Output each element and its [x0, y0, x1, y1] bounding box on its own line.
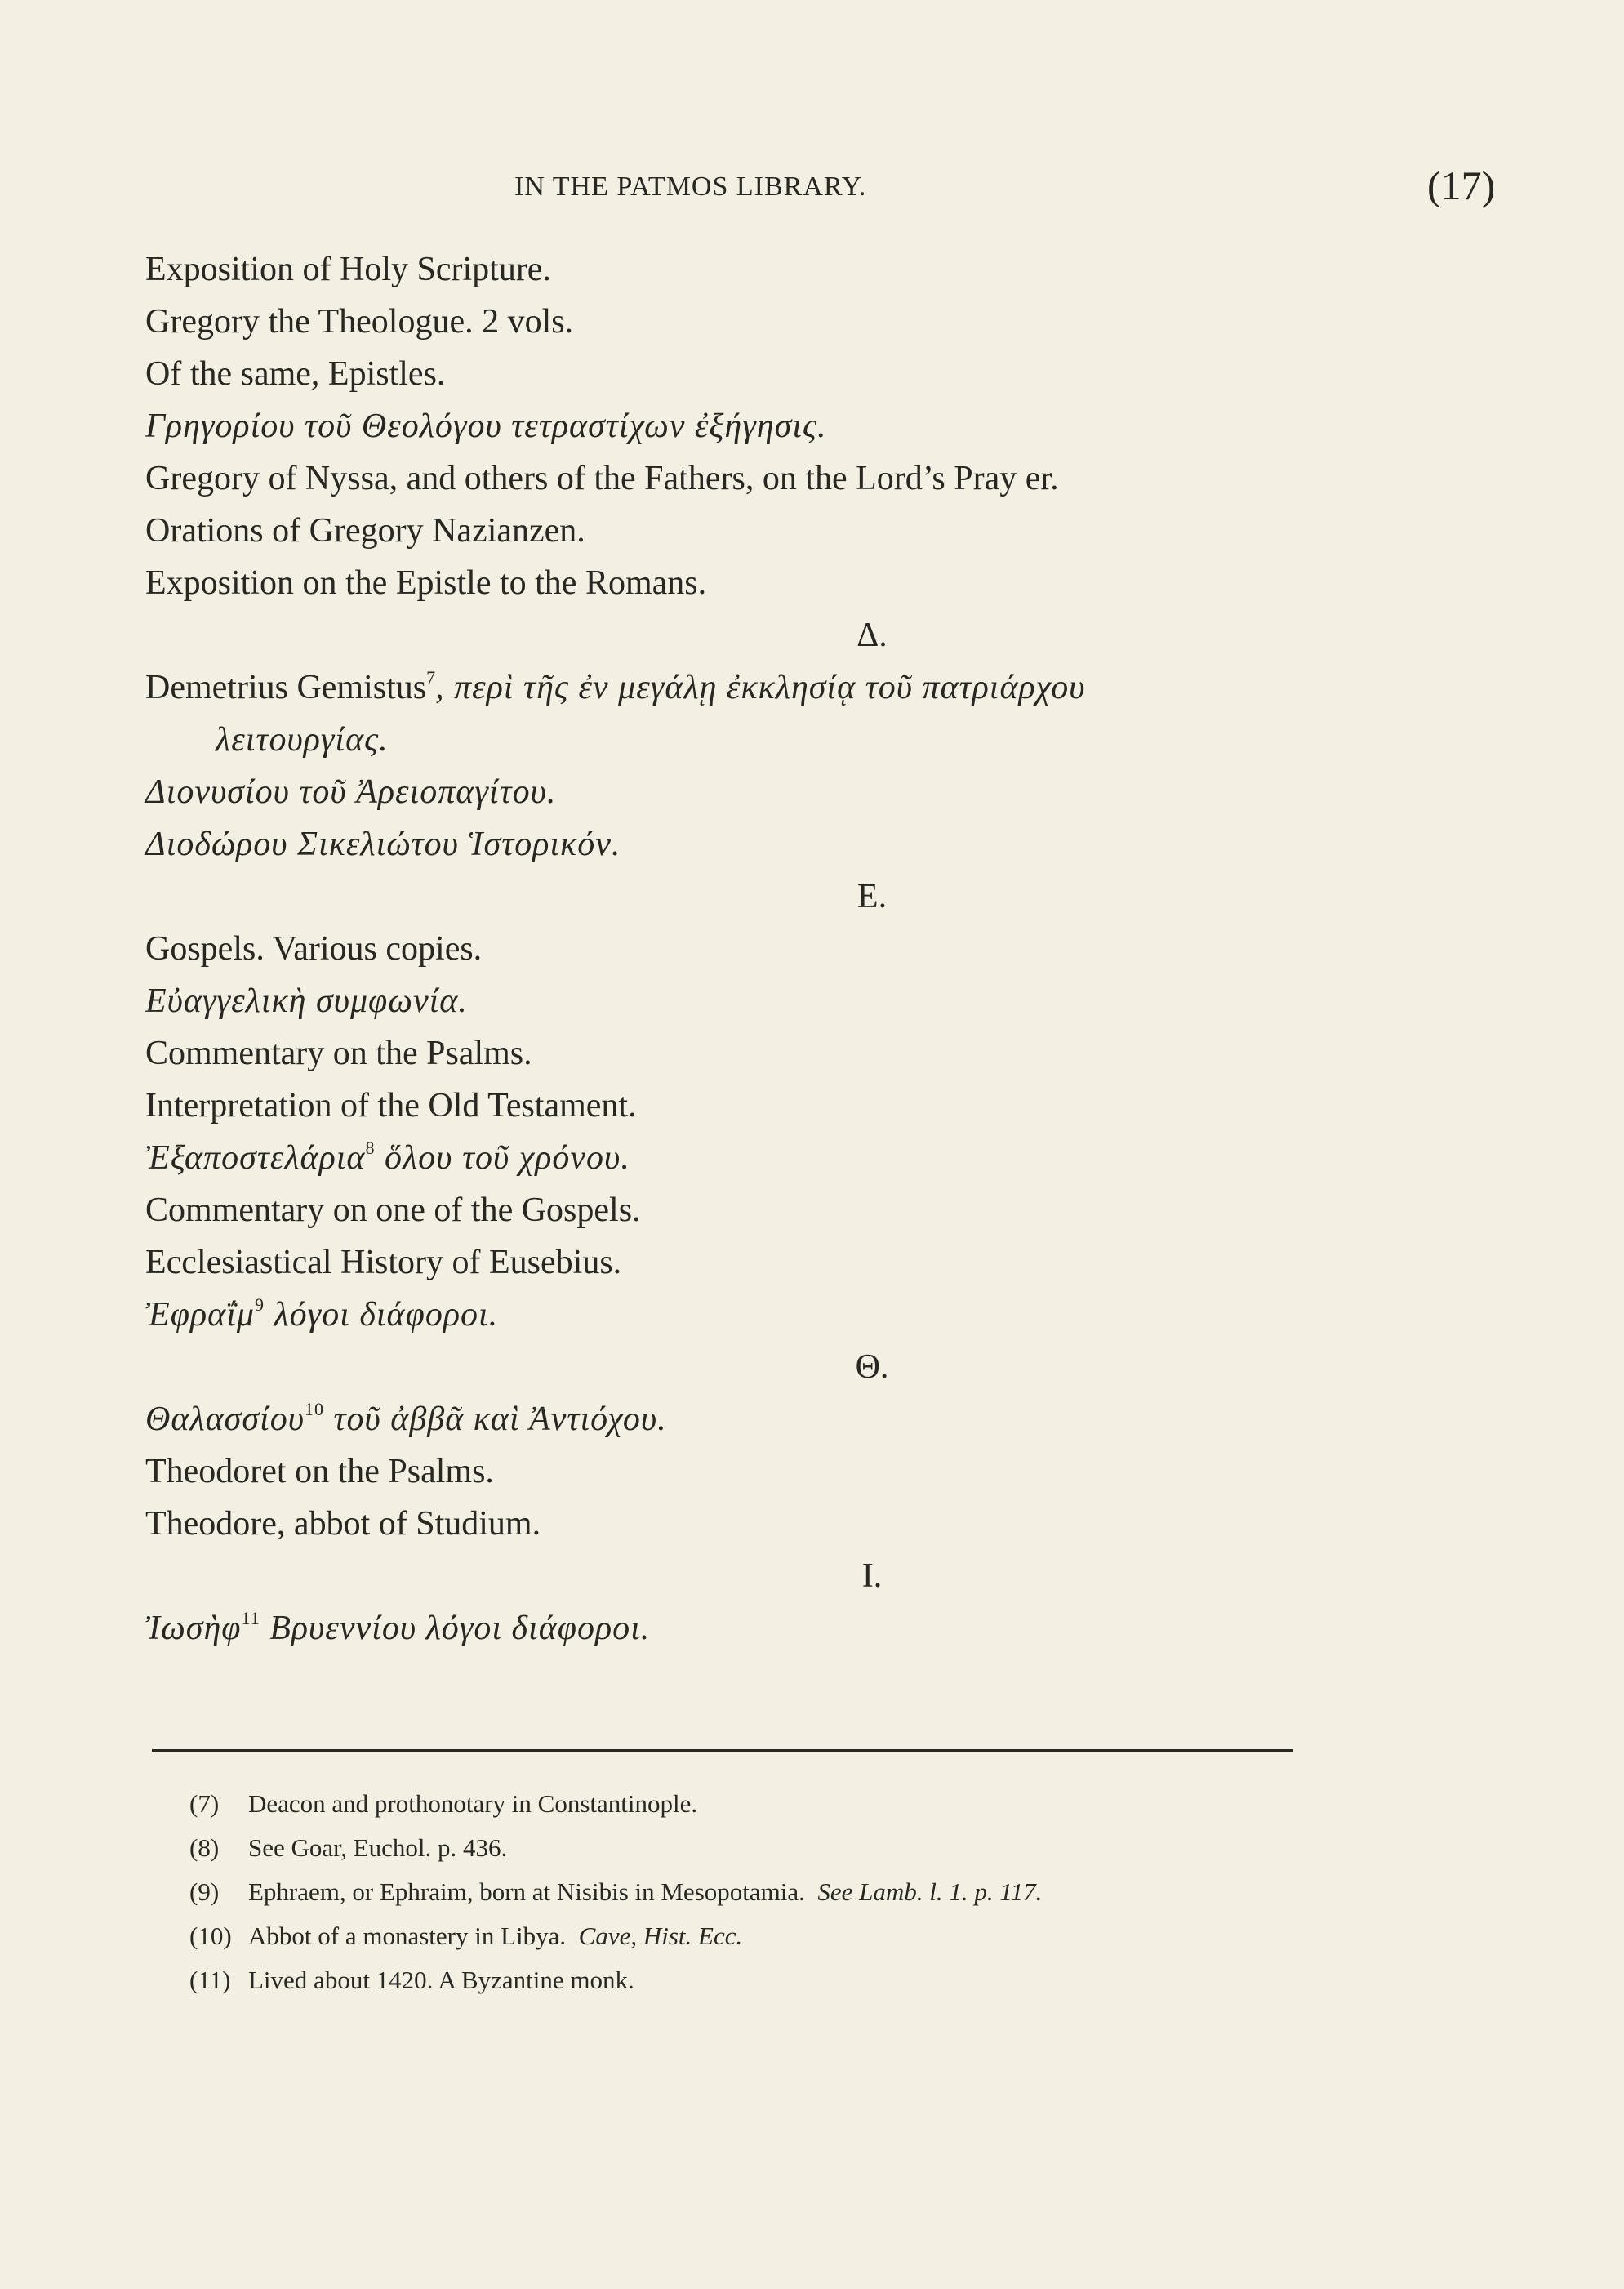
entry-greek-text: Ἰωσὴφ [145, 1610, 242, 1647]
catalogue-entry-greek: Εὐαγγελικὴ συμφωνία. [145, 982, 468, 1020]
catalogue-entry: Theodore, abbot of Studium. [145, 1505, 541, 1543]
entry-greek-text: Βρυεννίου λόγοι διάφοροι. [260, 1610, 651, 1647]
footnote-reference: See Lamb. l. 1. p. 117. [817, 1877, 1043, 1906]
catalogue-entry-greek [145, 1289, 1419, 1341]
section-letter-e: E. [856, 878, 888, 915]
catalogue-entry: Gospels. Various copies. [145, 930, 483, 968]
footnote-7 [189, 1782, 1382, 1826]
footnote-number: (11) [189, 1966, 231, 1994]
entry-text: Demetrius Gemistus [145, 669, 427, 706]
footnote-text: Ephraem, or Ephraim, born at Nisibis in Mesopotamia. [248, 1877, 805, 1906]
section-letter-delta: Δ. [856, 617, 888, 654]
catalogue-entry: Theodoret on the Psalms. [145, 1453, 494, 1490]
page-number: (17) [1427, 163, 1496, 208]
footnote-text: Deacon and prothonotary in Constantinople. [248, 1789, 698, 1818]
footnote-ref: 11 [241, 1608, 260, 1628]
catalogue-entry-greek [145, 1393, 1419, 1445]
entry-greek-text: λόγοι διάφοροι. [264, 1296, 499, 1334]
footnote-text: Abbot of a monastery in Libya. [248, 1922, 567, 1950]
footnote-ref: 7 [426, 667, 436, 688]
footnote-ref: 8 [365, 1138, 376, 1158]
catalogue-entry: Commentary on one of the Gospels. [145, 1191, 641, 1229]
catalogue-entry-greek [145, 1602, 1419, 1654]
catalogue-entries [145, 243, 1419, 1654]
footnote-reference: Cave, Hist. Ecc. [578, 1922, 743, 1950]
catalogue-entry: Interpretation of the Old Testament. [145, 1087, 637, 1124]
entry-greek-text: τοῦ ἀββᾶ καὶ Ἀντιόχου. [324, 1401, 667, 1438]
footnote-text: Lived about 1420. A Byzantine monk. [248, 1966, 634, 1994]
footnote-text: See Goar, Euchol. p. 436. [248, 1833, 508, 1862]
catalogue-entry: Orations of Gregory Nazianzen. [145, 512, 585, 550]
catalogue-entry-continuation: λειτουργίας. [216, 721, 389, 759]
footnote-11 [189, 1958, 1382, 2002]
footnote-number: (7) [189, 1789, 220, 1818]
running-head: IN THE PATMOS LIBRARY. [514, 171, 867, 202]
footnotes [189, 1782, 1382, 2002]
catalogue-entry-greek: Γρηγορίου τοῦ Θεολόγου τετραστίχων ἐξήγησις. [145, 407, 827, 445]
footnote-ref: 9 [254, 1294, 265, 1315]
catalogue-entry: Of the same, Epistles. [145, 355, 446, 393]
footnote-number: (10) [189, 1922, 232, 1950]
footnote-divider [152, 1749, 1293, 1752]
catalogue-entry-greek: Διοδώρου Σικελιώτου Ἱστορικόν. [145, 826, 621, 863]
catalogue-entry: Ecclesiastical History of Eusebius. [145, 1244, 622, 1281]
footnote-number: (8) [189, 1833, 220, 1862]
catalogue-entry: Exposition of Holy Scripture. [145, 251, 551, 288]
footnote-10 [189, 1914, 1382, 1958]
catalogue-entry: Gregory of Nyssa, and others of the Fathers, on the Lord’s Pray er. [145, 460, 1059, 497]
footnote-9 [189, 1870, 1382, 1914]
entry-greek-text: Θαλασσίου [145, 1401, 305, 1438]
entry-greek-text: Ἐξαποστελάρια [145, 1139, 366, 1177]
entry-greek-text: , περὶ τῆς ἐν μεγάλῃ ἐκκλησίᾳ τοῦ πατριάρχου [435, 669, 1086, 706]
catalogue-entry: Commentary on the Psalms. [145, 1035, 532, 1072]
footnote-number: (9) [189, 1877, 220, 1906]
entry-greek-text: ὅλου τοῦ χρόνου. [375, 1139, 630, 1177]
catalogue-entry: Exposition on the Epistle to the Romans. [145, 564, 707, 602]
catalogue-entry-demetrius [145, 661, 1419, 714]
footnote-8 [189, 1826, 1382, 1870]
section-letter-i: I. [861, 1557, 883, 1595]
catalogue-entry-greek [145, 1132, 1419, 1184]
footnote-ref: 10 [305, 1399, 324, 1419]
catalogue-entry: Gregory the Theologue. 2 vols. [145, 303, 574, 341]
catalogue-entry-greek: Διονυσίου τοῦ Ἀρειοπαγίτου. [145, 773, 557, 811]
entry-greek-text: Ἐφραΐμ [145, 1296, 255, 1334]
section-letter-theta: Θ. [855, 1348, 889, 1386]
